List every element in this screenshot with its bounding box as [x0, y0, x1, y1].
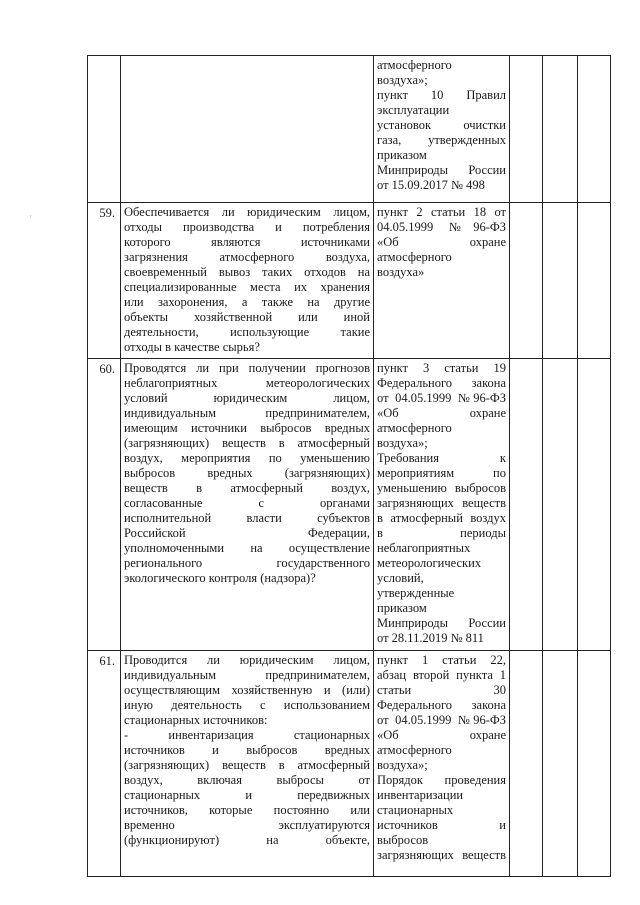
requirements-table: [87, 55, 611, 877]
text-line: стационарных и передвижных: [124, 788, 370, 802]
text-line: (загрязняющих) веществ в атмосферный: [124, 436, 370, 450]
text-line: пункт 1 статьи 22,: [377, 653, 506, 667]
text-line: источников и выбросов вредных: [124, 743, 370, 757]
text-line: Проводятся ли при получении прогнозов: [124, 361, 370, 375]
margin-mark: ᶦ: [30, 212, 32, 222]
text-line: Российской Федерации,: [124, 526, 370, 540]
text-line: пункт 10 Правил: [377, 88, 506, 102]
table-row-59: [88, 203, 611, 359]
text-line: уполномоченными на осуществление: [124, 541, 370, 555]
text-line: «Об охране: [377, 728, 506, 742]
text-line: временно эксплуатируются: [124, 818, 370, 832]
text-line: Проводится ли юридическим лицом,: [124, 653, 370, 667]
text-line: исполнительной власти субъектов: [124, 511, 370, 525]
text-line: экологического контроля (надзора)?: [124, 571, 316, 585]
text-line: атмосферного: [377, 58, 452, 72]
text-line: отходы производства и потребления: [124, 220, 370, 234]
text-line: от 04.05.1999 №96-ФЗ: [377, 391, 506, 405]
answer-no-cell[interactable]: [543, 651, 578, 877]
answer-no-cell[interactable]: [543, 359, 578, 651]
text-line: воздуха»;: [377, 758, 428, 772]
text-line: (функционируют) на объекте,: [124, 833, 370, 847]
text-line: согласованные с органами: [124, 496, 370, 510]
row-number: 59.: [88, 203, 121, 359]
question-cell: [121, 56, 374, 203]
text-line: «Об охране: [377, 235, 506, 249]
text-line: стационарных: [377, 803, 454, 817]
text-line: которого являются источниками: [124, 235, 370, 249]
text-line: воздуха»;: [377, 436, 428, 450]
text-line: Федерального закона: [377, 376, 506, 390]
text-line: индивидуальным предпринимателем,: [124, 406, 370, 420]
text-line: (загрязняющих) веществ в атмосферный: [124, 758, 370, 772]
question-cell: [121, 651, 374, 877]
text-line: иную деятельность с использованием: [124, 698, 370, 712]
text-line: 04.05.1999 №96-ФЗ: [377, 220, 506, 234]
text-line: в атмосферный воздух: [377, 511, 506, 525]
row-number: [88, 56, 121, 203]
text-line: Требования к: [377, 451, 506, 465]
text-line: эксплуатации: [377, 103, 450, 117]
text-line: атмосферного: [377, 421, 452, 435]
text-line: деятельности, использующие такие: [124, 325, 370, 339]
text-line: неблагоприятных: [377, 541, 471, 555]
reference-cell: [374, 359, 510, 651]
text-line: отходы в качестве сырья?: [124, 340, 260, 354]
text-line: приказом: [377, 148, 427, 162]
reference-cell: [374, 56, 510, 203]
text-line: в периоды: [377, 526, 506, 540]
table-row-continuation: [88, 56, 611, 203]
text-line: Федерального закона: [377, 698, 506, 712]
question-cell: [121, 359, 374, 651]
text-line: приказом: [377, 601, 427, 615]
text-line: Обеспечивается ли юридическим лицом,: [124, 205, 370, 219]
answer-yes-cell[interactable]: [510, 56, 543, 203]
text-line: или захоронения, а также на другие: [124, 295, 370, 309]
answer-no-cell[interactable]: [543, 203, 578, 359]
text-line: источников и: [377, 818, 506, 832]
table-row-60: [88, 359, 611, 651]
text-line: своевременный вывоз таких отходов на: [124, 265, 370, 279]
text-line: статьи 30: [377, 683, 506, 697]
text-line: метеорологических: [377, 556, 482, 570]
text-line: регионального государственного: [124, 556, 370, 570]
answer-yes-cell[interactable]: [510, 359, 543, 651]
text-line: утвержденные: [377, 586, 455, 600]
text-line: загрязнения атмосферного воздуха,: [124, 250, 370, 264]
text-line: загрязняющих веществ: [377, 848, 506, 862]
text-line: воздух, включая выбросы от: [124, 773, 370, 787]
text-line: атмосферного: [377, 250, 452, 264]
text-line: специализированные места их хранения: [124, 280, 370, 294]
text-line: от 15.09.2017 № 498: [377, 178, 485, 192]
text-line: веществ в атмосферный воздух,: [124, 481, 370, 495]
answer-no-cell[interactable]: [543, 56, 578, 203]
text-line: воздух, мероприятия по уменьшению: [124, 451, 370, 465]
answer-yes-cell[interactable]: [510, 651, 543, 877]
text-line: объекты хозяйственной или иной: [124, 310, 370, 324]
text-line: неблагоприятных метеорологических: [124, 376, 370, 390]
question-cell: [121, 203, 374, 359]
text-line: мероприятиям по: [377, 466, 506, 480]
text-line: от 28.11.2019 № 811: [377, 631, 484, 645]
text-line: газа, утвержденных: [377, 133, 506, 147]
text-line: Минприроды России: [377, 163, 506, 177]
table-row-61: [88, 651, 611, 877]
text-line: стационарных источников:: [124, 713, 268, 727]
text-line: пункт 3 статьи 19: [377, 361, 506, 375]
text-line: выбросов: [377, 833, 429, 847]
text-line: выбросов вредных (загрязняющих): [124, 466, 370, 480]
reference-cell: [374, 651, 510, 877]
answer-na-cell[interactable]: [578, 203, 611, 359]
text-line: индивидуальным предпринимателем,: [124, 668, 370, 682]
answer-na-cell[interactable]: [578, 651, 611, 877]
text-line: уменьшению выбросов: [377, 481, 506, 495]
answer-na-cell[interactable]: [578, 359, 611, 651]
text-line: осуществляющим хозяйственную и (или): [124, 683, 370, 697]
answer-na-cell[interactable]: [578, 56, 611, 203]
row-number: 61.: [88, 651, 121, 877]
text-line: «Об охране: [377, 406, 506, 420]
text-line: инвентаризации: [377, 788, 464, 802]
text-line: установок очистки: [377, 118, 506, 132]
text-line: атмосферного: [377, 743, 452, 757]
text-line: пункт 2 статьи 18 от: [377, 205, 506, 219]
text-line: Минприроды России: [377, 616, 506, 630]
text-line: абзац второй пункта 1: [377, 668, 506, 682]
text-line: загрязняющих веществ: [377, 496, 506, 510]
reference-cell: [374, 203, 510, 359]
text-line: источников, которые постоянно или: [124, 803, 370, 817]
text-line: Порядок проведения: [377, 773, 506, 787]
text-line: воздуха»;: [377, 73, 428, 87]
row-number: 60.: [88, 359, 121, 651]
answer-yes-cell[interactable]: [510, 203, 543, 359]
text-line: - инвентаризация стационарных: [124, 728, 370, 742]
text-line: имеющим источники выбросов вредных: [124, 421, 370, 435]
text-line: от 04.05.1999 №96-ФЗ: [377, 713, 506, 727]
text-line: условий юридическим лицом,: [124, 391, 370, 405]
text-line: условий,: [377, 571, 424, 585]
text-line: воздуха»: [377, 265, 425, 279]
